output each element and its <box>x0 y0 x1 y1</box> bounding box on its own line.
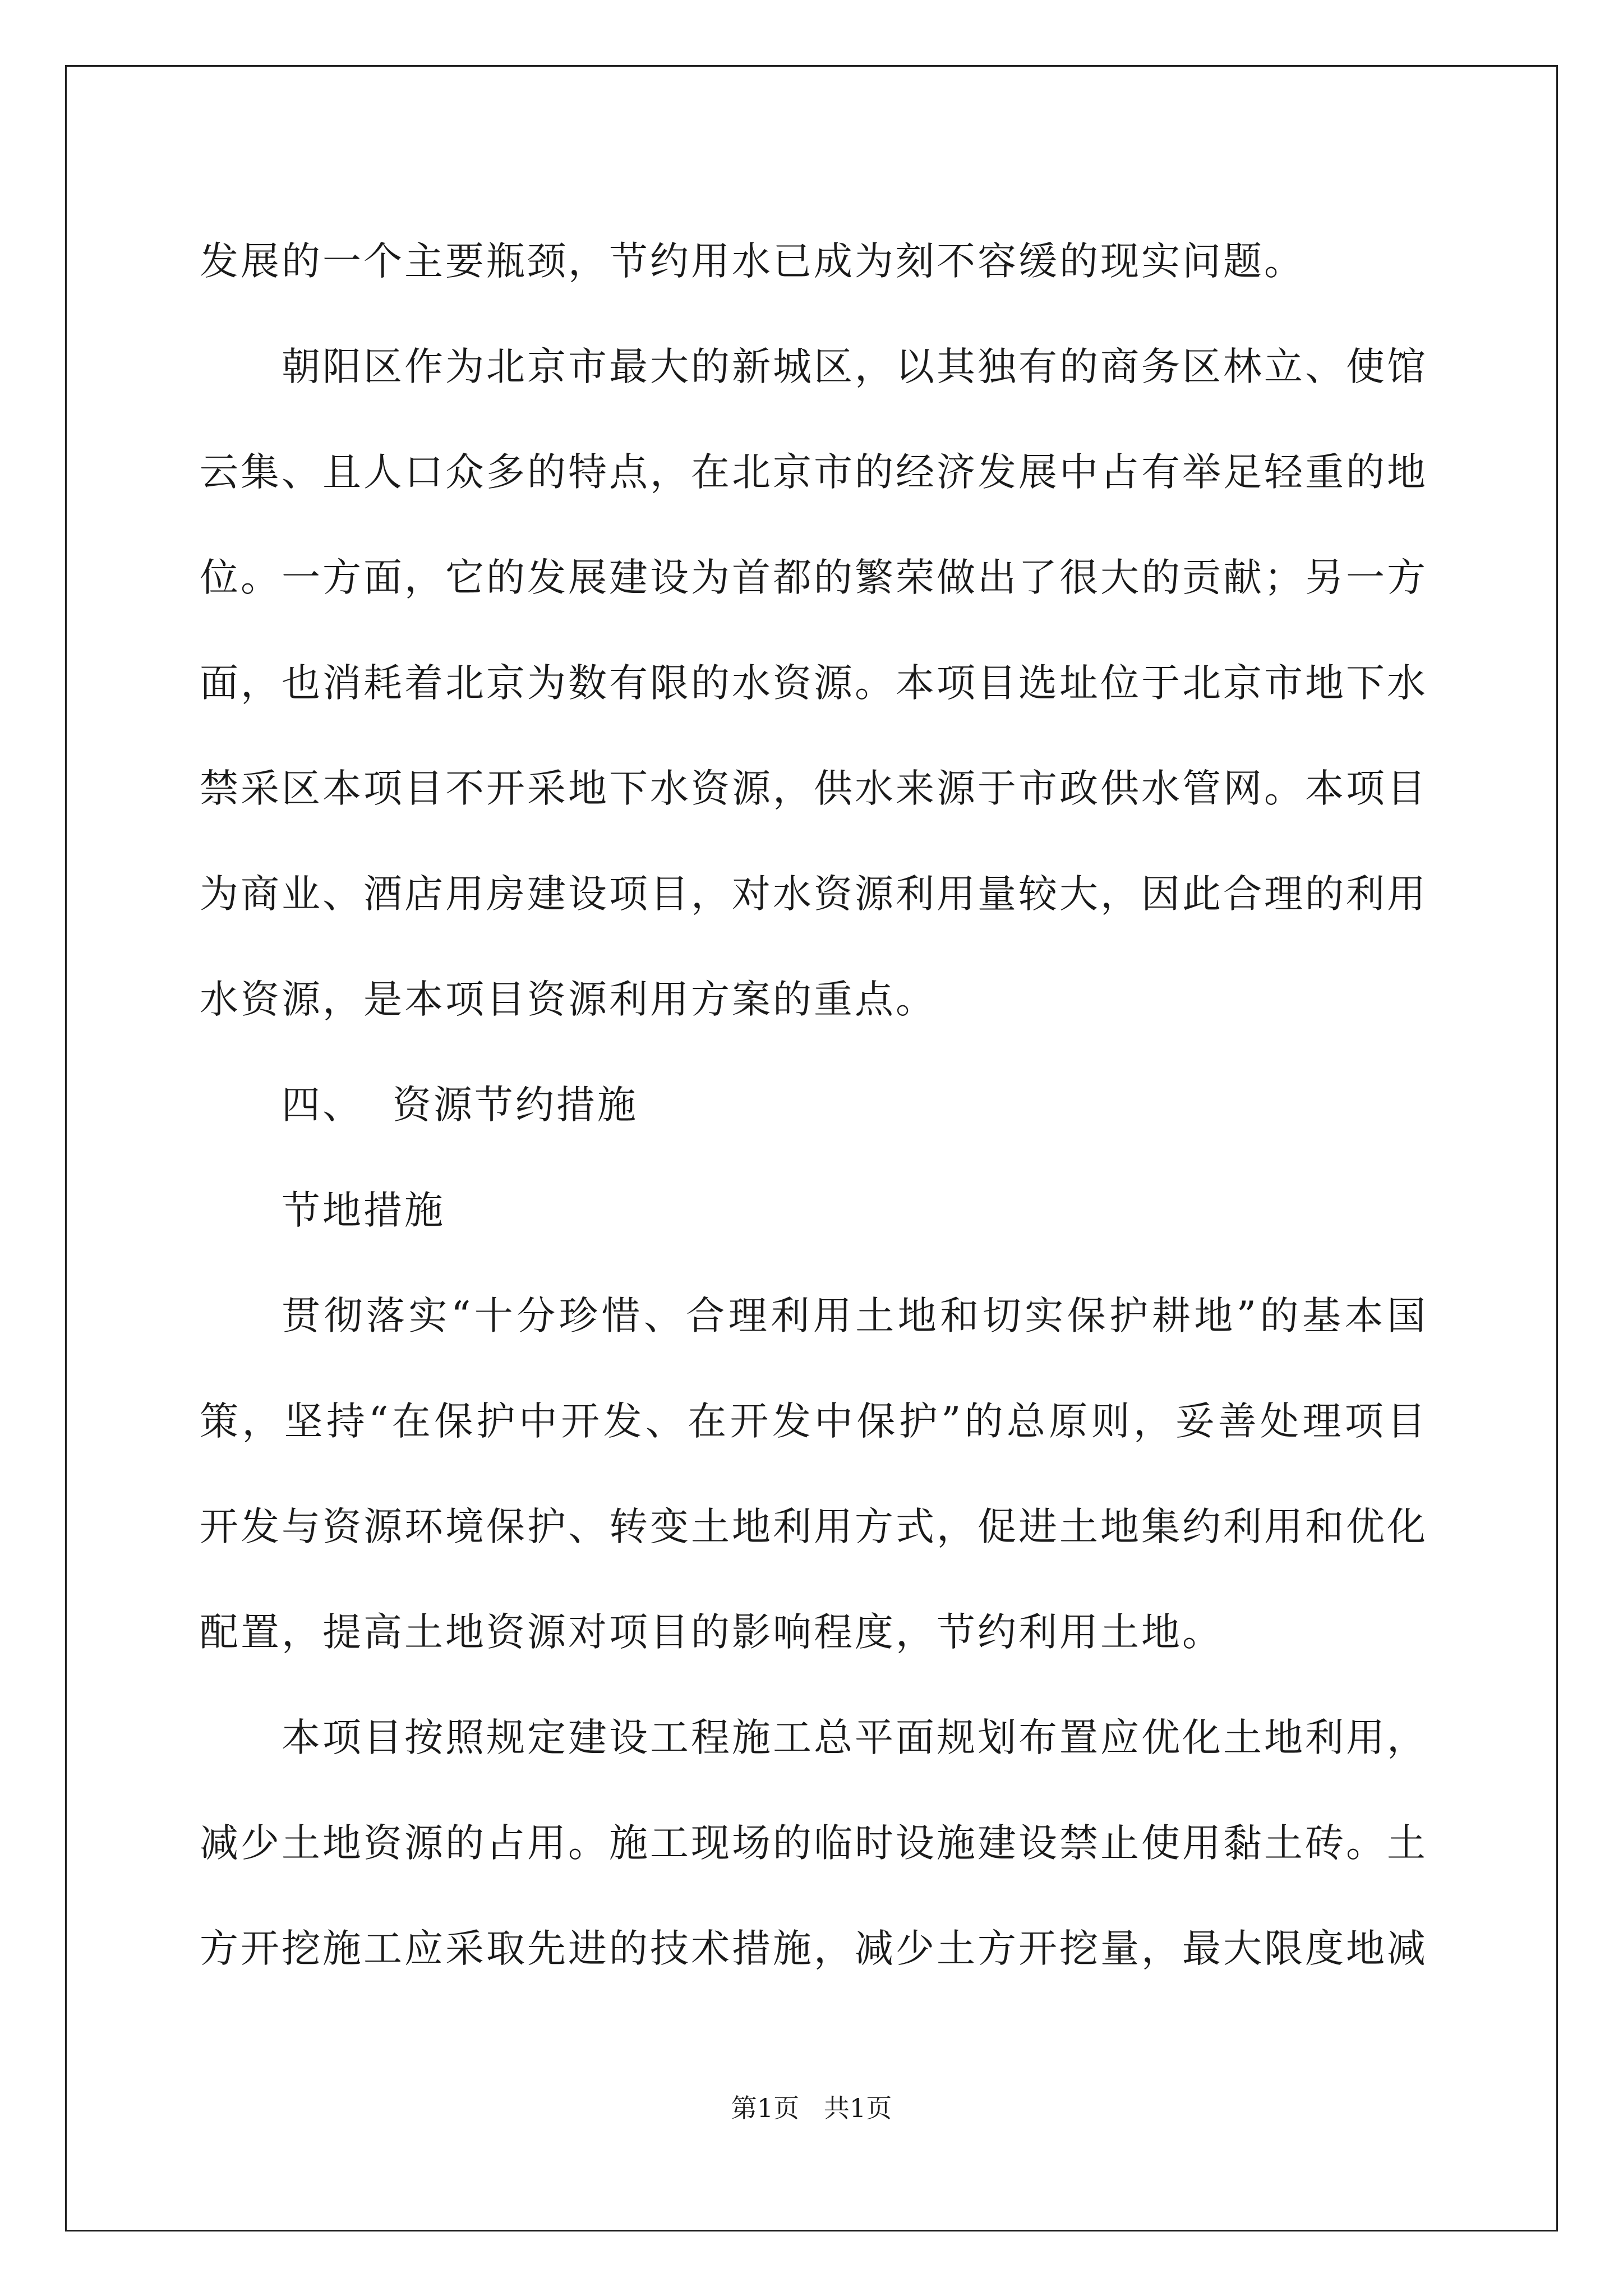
page-number-footer: 第1页 共1页 <box>731 2093 892 2123</box>
section-heading-resource-saving: 四、 资源节约措施 <box>282 1083 638 1128</box>
document-body <box>200 209 1428 2001</box>
paragraph-construction-land: 本项目按照规定建设工程施工总平面规划布置应优化土地利用，减少土地资源的占用。施工现场的临时设施建设禁止使用黏土砖。土方开挖施工应采取先进的技术措施，减少土方开挖量，最大限度地减 <box>200 1715 1428 1971</box>
paragraph-chaoyang-water: 朝阳区作为北京市最大的新城区，以其独有的商务区林立、使馆云集、且人口众多的特点，在北京市的经济发展中占有举足轻重的地位。一方面，它的发展建设为首都的繁荣做出了很大的贡献；另一方面，也消耗着北京为数有限的水资源。本项目选址位于北京市地下水禁采区本项目不开采地下水资源，供水来源于市政供水管网。本项目为商业、酒店用房建设项目，对水资源利用量较大，因此合理的利用水资源，是本项目资源利用方案的重点。 <box>200 344 1428 1022</box>
subheading-land-saving: 节地措施 <box>282 1188 445 1233</box>
paragraph-continuation: 发展的一个主要瓶颈，节约用水已成为刻不容缓的现实问题。 <box>200 239 1305 284</box>
paragraph-land-policy: 贯彻落实“十分珍惜、合理利用土地和切实保护耕地”的基本国策，坚持“在保护中开发、在开发中保护”的总原则，妥善处理项目开发与资源环境保护、转变土地利用方式，促进土地集约利用和优化配置，提高土地资源对项目的影响程度，节约利用土地。 <box>200 1294 1428 1655</box>
